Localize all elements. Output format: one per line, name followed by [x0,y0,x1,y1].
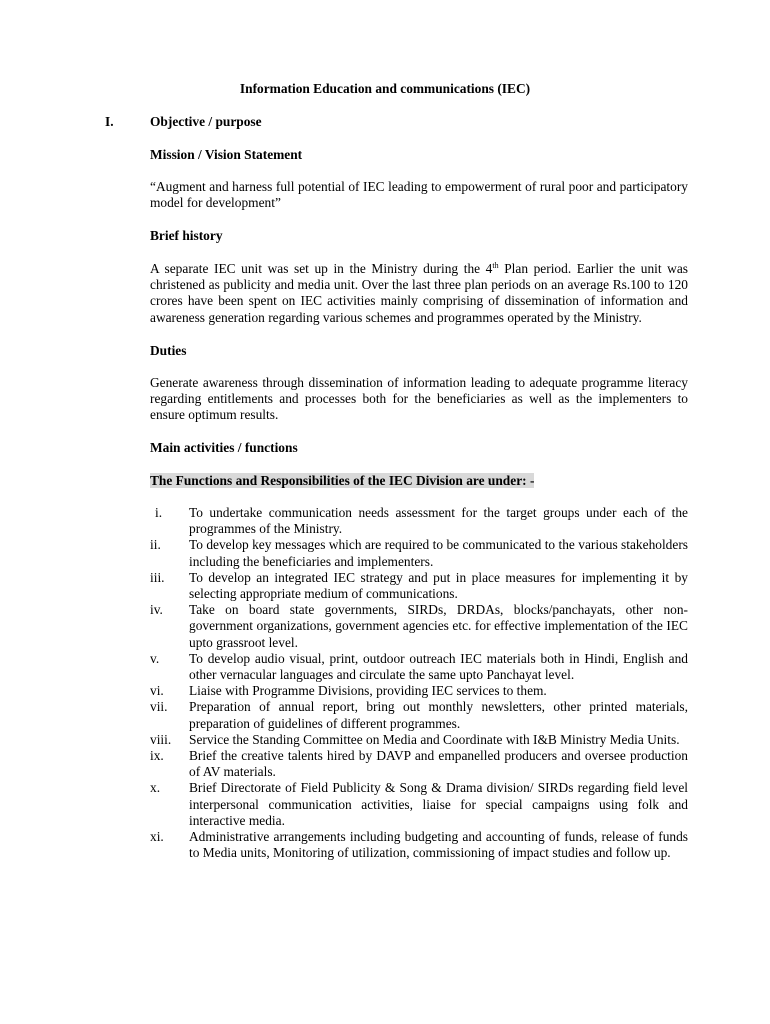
history-text-start: A separate IEC unit was set up in the Ministry during the 4 [150,261,493,276]
section-title: Objective / purpose [150,114,262,129]
list-item-text: To develop key messages which are required to be communicated to the various stakeholders including the beneficiaries and implementers. [189,537,688,569]
list-item-text: Service the Standing Committee on Media and Coordinate with I&B Ministry Media Units. [189,731,680,747]
list-item-number: iv. [150,602,163,618]
list-item-number: vi. [150,683,164,699]
document-title: Information Education and communications (IEC) [239,81,531,96]
list-item [150,683,688,699]
list-item-text: Administrative arrangements including budgeting and accounting of funds, release of funds to Media units, Monitoring of utilization, commissioning of impact studies and follow up. [189,829,688,861]
list-item-text: Liaise with Programme Divisions, providing IEC services to them. [189,683,547,699]
list-item-number: viii. [150,731,172,747]
list-item [150,780,688,829]
list-item [150,732,688,748]
history-superscript: th [492,261,499,270]
section-number: I. [105,114,114,129]
list-item-number: ii. [150,537,161,553]
duties-heading: Duties [150,343,187,358]
list-item-number: iii. [150,569,165,585]
list-item [150,699,688,731]
list-item-number: i. [155,505,163,520]
list-item-text: Brief the creative talents hired by DAVP and empanelled producers and oversee production of AV materials. [189,748,688,780]
mission-statement: “Augment and harness full potential of IEC leading to empowerment of rural poor and participatory model for development” [150,179,688,211]
list-item-number: vii. [150,699,168,715]
duties-paragraph: Generate awareness through dissemination of information leading to adequate programme literacy regarding entitlements and processes both for the beneficiaries as well as the implementers to ensure optimum results. [150,375,688,423]
functions-heading: The Functions and Responsibilities of the IEC Division are under: - [150,473,535,488]
list-item [150,570,688,602]
list-item-text: Preparation of annual report, bring out monthly newsletters, other printed materials, preparation of guidelines of different programmes. [189,699,688,731]
list-item [150,829,688,861]
list-item [150,537,688,569]
list-item [150,505,688,537]
functions-list [150,505,688,861]
list-item-number: x. [150,780,161,796]
functions-heading-row [150,473,688,489]
list-item-text: To develop an integrated IEC strategy and put in place measures for implementing it by selecting appropriate medium of communications. [189,569,688,602]
list-item-number: xi. [150,829,164,845]
list-item-text: Brief Directorate of Field Publicity & Song & Drama division/ SIRDs regarding field level interpersonal communication activities, liaise for special campaigns using folk and interactive media. [189,780,688,828]
list-item-number: v. [150,650,160,666]
history-text-end: Plan period. Earlier the unit was christened as publicity and media unit. Over the last three plan periods on an average Rs.100 to 120 crores have been spent on IEC activities mainly comprising of dissemination of information and awareness generation regarding various schemes and programmes operated by the Ministry. [150,261,688,325]
list-item [150,602,688,651]
list-item-text: Take on board state governments, SIRDs, DRDAs, blocks/panchayats, other non-government organizations, government agencies etc. for effective implementation of the IEC upto grassroot level. [189,602,688,650]
activities-heading: Main activities / functions [150,440,298,455]
mission-heading: Mission / Vision Statement [150,147,303,162]
history-paragraph [150,261,688,326]
history-heading: Brief history [150,228,223,243]
list-item [150,748,688,780]
list-item-text: To undertake communication needs assessment for the target groups under each of the programmes of the Ministry. [189,505,688,537]
list-item [150,651,688,683]
list-item-number: ix. [150,748,164,764]
list-item-text: To develop audio visual, print, outdoor outreach IEC materials both in Hindi, English and other vernacular languages and circulate the same upto Panchayat level. [189,650,688,683]
